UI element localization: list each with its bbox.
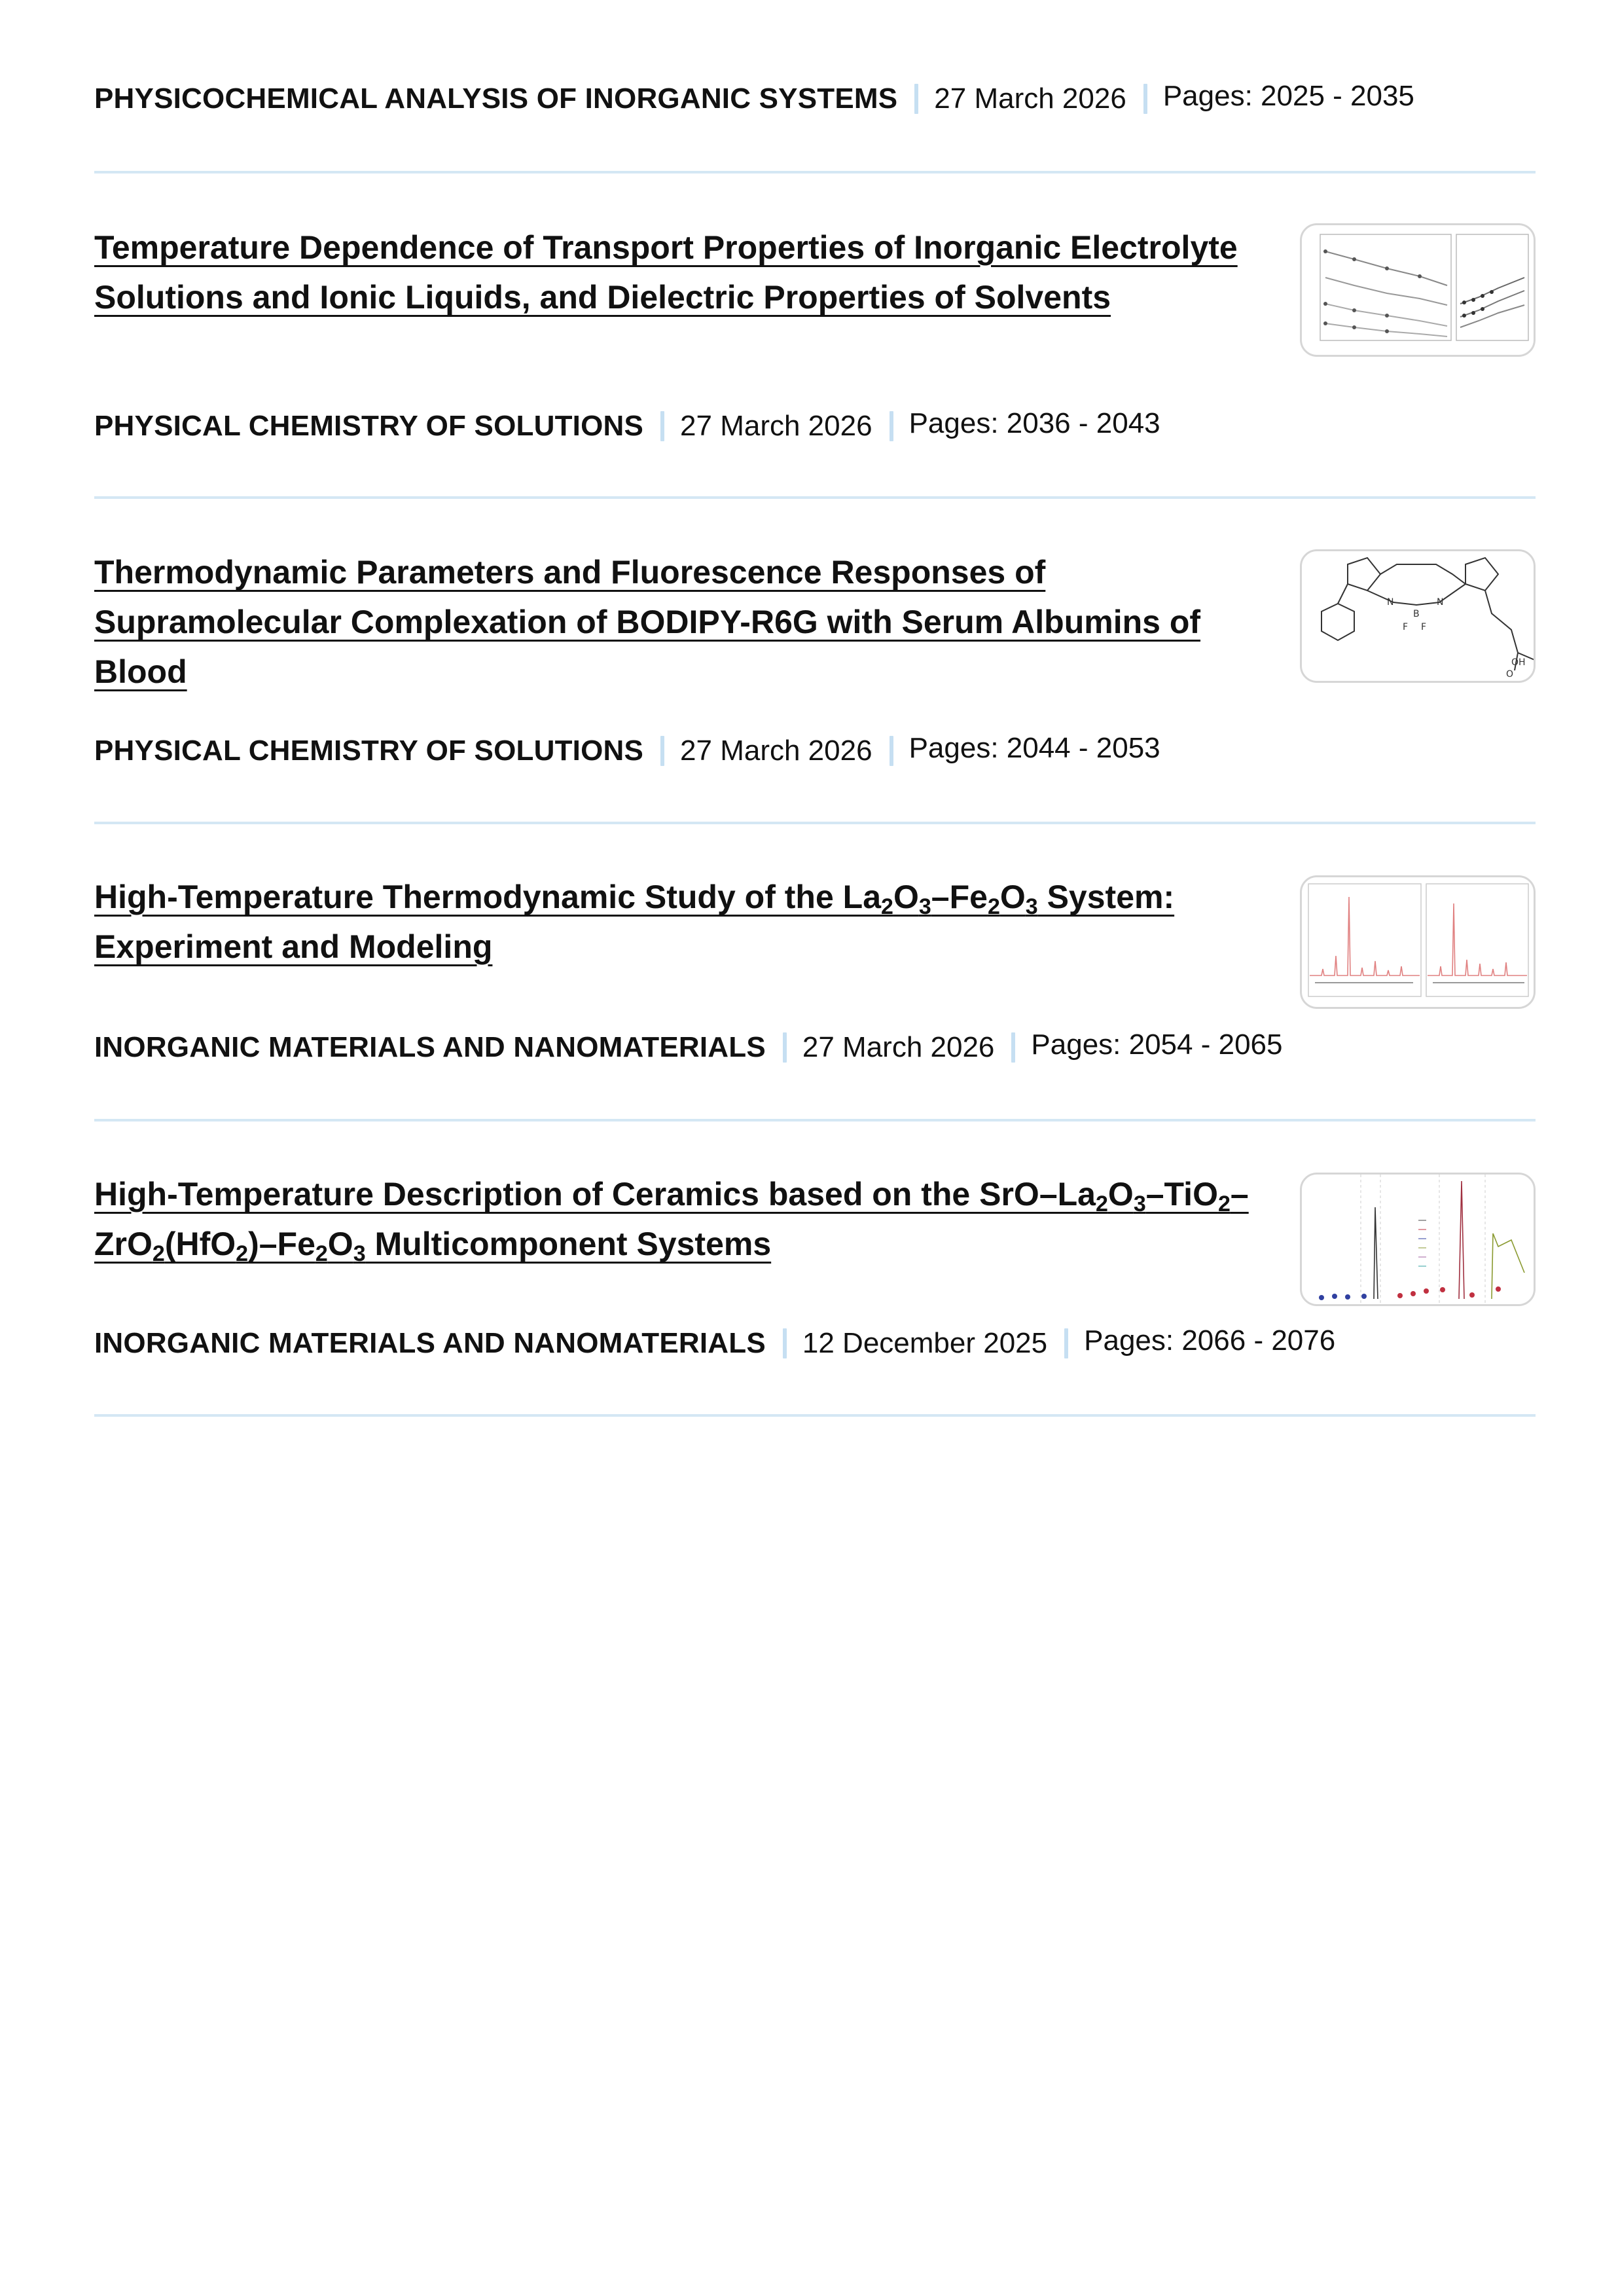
svg-text:B: B [1413, 609, 1420, 619]
article-date: 27 March 2026 [680, 735, 872, 767]
meta-separator [1064, 1328, 1068, 1358]
divider [94, 171, 1536, 173]
meta-separator [660, 736, 664, 766]
article-title [94, 1169, 1259, 1269]
svg-text:F: F [1421, 622, 1427, 632]
article-title-link[interactable]: Thermodynamic Parameters and Fluorescence Responses of Supramolecular Complexation of BODIPY-R6G with Serum Albumins of Blood [94, 554, 1201, 690]
meta-separator [783, 1032, 787, 1063]
molecule-structure-thumbnail-icon [1302, 551, 1534, 681]
meta-separator [1143, 84, 1147, 114]
article-date: 27 March 2026 [934, 82, 1126, 115]
article-pages: Pages: 2036 - 2043 [908, 407, 1160, 439]
meta-separator [660, 411, 664, 441]
divider [94, 1414, 1536, 1417]
article-date: 12 December 2025 [802, 1327, 1048, 1359]
divider [94, 496, 1536, 499]
multi-series-scatter-thumbnail-icon [1302, 1175, 1534, 1304]
article-section[interactable]: PHYSICAL CHEMISTRY OF SOLUTIONS [94, 410, 644, 442]
article-title-link[interactable]: High-Temperature Description of Ceramics based on the SrO–$La_2O_3-TiO_2-ZrO_2(HfO_2)-Fe_2O_3$ Multicomponent Systems [94, 1176, 1249, 1266]
article-pages: Pages: 2044 - 2053 [908, 732, 1160, 764]
article-pages: Pages: 2025 - 2035 [1162, 80, 1414, 112]
article-title [94, 223, 1259, 322]
article-meta-top [94, 80, 1414, 115]
svg-text:N: N [1437, 597, 1444, 608]
meta-separator [914, 84, 918, 114]
meta-separator [890, 736, 893, 766]
article-title [94, 872, 1259, 972]
meta-separator [890, 411, 893, 441]
article-meta [94, 732, 1160, 767]
article-title [94, 547, 1259, 697]
article-date: 27 March 2026 [680, 410, 872, 442]
article-section[interactable]: PHYSICAL CHEMISTRY OF SOLUTIONS [94, 735, 644, 767]
article-section[interactable]: INORGANIC MATERIALS AND NANOMATERIALS [94, 1031, 766, 1063]
article-pages: Pages: 2066 - 2076 [1084, 1324, 1336, 1357]
divider [94, 822, 1536, 824]
article-title-link[interactable]: High-Temperature Thermodynamic Study of the $La_2O_3-Fe_2O_3$ System: Experiment and Modeling [94, 879, 1175, 965]
article-meta [94, 1029, 1283, 1063]
svg-text:N: N [1387, 597, 1394, 608]
meta-separator [783, 1328, 787, 1358]
article-pages: Pages: 2054 - 2065 [1031, 1029, 1283, 1061]
divider [94, 1119, 1536, 1121]
line-plot-thumbnail-icon [1302, 225, 1534, 355]
svg-text:F: F [1403, 622, 1409, 632]
svg-text:O: O [1506, 669, 1514, 680]
article-section[interactable]: PHYSICOCHEMICAL ANALYSIS OF INORGANIC SYSTEMS [94, 82, 898, 115]
article-meta [94, 407, 1160, 442]
article-title-link[interactable]: Temperature Dependence of Transport Properties of Inorganic Electrolyte Solutions and Ionic Liquids, and Dielectric Properties of Solvents [94, 229, 1238, 316]
meta-separator [1011, 1032, 1015, 1063]
article-thumbnail[interactable] [1300, 223, 1536, 357]
diffraction-pattern-thumbnail-icon [1302, 877, 1534, 1007]
article-thumbnail[interactable] [1300, 1173, 1536, 1306]
svg-text:OH: OH [1511, 657, 1526, 668]
article-section[interactable]: INORGANIC MATERIALS AND NANOMATERIALS [94, 1327, 766, 1359]
article-meta [94, 1324, 1336, 1359]
article-thumbnail[interactable] [1300, 549, 1536, 683]
article-thumbnail[interactable] [1300, 875, 1536, 1009]
article-date: 27 March 2026 [802, 1031, 995, 1063]
